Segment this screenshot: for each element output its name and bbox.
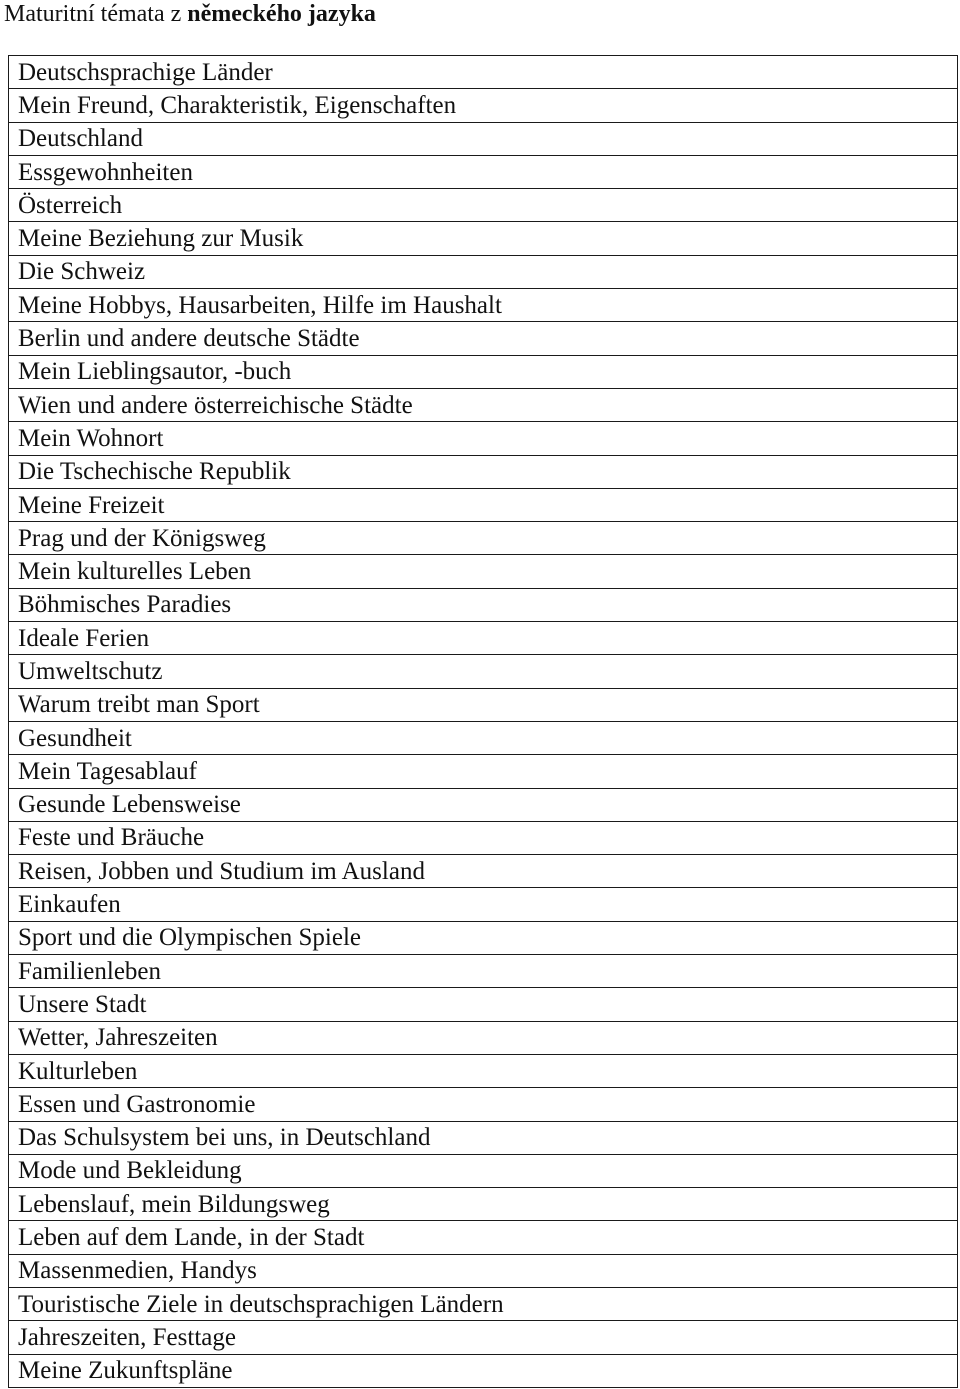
table-row: [9, 1054, 958, 1087]
table-row: [9, 355, 958, 388]
topic-cell: Deutschsprachige Länder: [9, 56, 958, 89]
topic-cell: Umweltschutz: [9, 655, 958, 688]
topic-cell: Gesundheit: [9, 721, 958, 754]
topic-cell: Mein kulturelles Leben: [9, 555, 958, 588]
topic-cell: Warum treibt man Sport: [9, 688, 958, 721]
table-row: [9, 755, 958, 788]
topic-cell: Essen und Gastronomie: [9, 1088, 958, 1121]
topic-cell: Feste und Bräuche: [9, 821, 958, 854]
table-row: [9, 289, 958, 322]
topic-cell: Kulturleben: [9, 1054, 958, 1087]
table-row: [9, 688, 958, 721]
table-row: [9, 821, 958, 854]
topic-cell: Meine Zukunftspläne: [9, 1354, 958, 1387]
table-row: [9, 222, 958, 255]
topic-cell: Meine Freizeit: [9, 488, 958, 521]
topic-cell: Prag und der Königsweg: [9, 522, 958, 555]
table-row: [9, 56, 958, 89]
topic-cell: Mode und Bekleidung: [9, 1154, 958, 1187]
topic-cell: Mein Wohnort: [9, 422, 958, 455]
topics-table: [8, 55, 958, 1388]
table-row: [9, 988, 958, 1021]
table-row: [9, 1287, 958, 1320]
topic-cell: Touristische Ziele in deutschsprachigen Ländern: [9, 1287, 958, 1320]
table-row: [9, 1321, 958, 1354]
table-row: [9, 1354, 958, 1387]
table-row: [9, 1154, 958, 1187]
topic-cell: Ideale Ferien: [9, 622, 958, 655]
table-row: [9, 155, 958, 188]
table-row: [9, 1188, 958, 1221]
table-row: [9, 622, 958, 655]
table-row: [9, 788, 958, 821]
table-row: [9, 1021, 958, 1054]
table-row: [9, 1254, 958, 1287]
table-row: [9, 422, 958, 455]
table-row: [9, 255, 958, 288]
topic-cell: Reisen, Jobben und Studium im Ausland: [9, 855, 958, 888]
topic-cell: Massenmedien, Handys: [9, 1254, 958, 1287]
table-row: [9, 122, 958, 155]
topic-cell: Böhmisches Paradies: [9, 588, 958, 621]
table-row: [9, 488, 958, 521]
table-row: [9, 555, 958, 588]
table-row: [9, 921, 958, 954]
topic-cell: Wetter, Jahreszeiten: [9, 1021, 958, 1054]
topic-cell: Jahreszeiten, Festtage: [9, 1321, 958, 1354]
topic-cell: Meine Hobbys, Hausarbeiten, Hilfe im Haushalt: [9, 289, 958, 322]
table-row: [9, 655, 958, 688]
table-row: [9, 1121, 958, 1154]
topic-cell: Die Tschechische Republik: [9, 455, 958, 488]
topic-cell: Mein Tagesablauf: [9, 755, 958, 788]
page-title-bold: německého jazyka: [187, 1, 376, 27]
page-title: [4, 0, 376, 28]
topic-cell: Deutschland: [9, 122, 958, 155]
table-row: [9, 322, 958, 355]
topic-cell: Berlin und andere deutsche Städte: [9, 322, 958, 355]
topic-cell: Mein Freund, Charakteristik, Eigenschaften: [9, 89, 958, 122]
table-row: [9, 1221, 958, 1254]
topic-cell: Meine Beziehung zur Musik: [9, 222, 958, 255]
table-row: [9, 388, 958, 421]
table-row: [9, 1088, 958, 1121]
topic-cell: Österreich: [9, 189, 958, 222]
topic-cell: Einkaufen: [9, 888, 958, 921]
table-row: [9, 588, 958, 621]
topics-table-body: [9, 56, 958, 1388]
topic-cell: Mein Lieblingsautor, -buch: [9, 355, 958, 388]
topic-cell: Leben auf dem Lande, in der Stadt: [9, 1221, 958, 1254]
table-row: [9, 522, 958, 555]
topic-cell: Die Schweiz: [9, 255, 958, 288]
table-row: [9, 455, 958, 488]
table-row: [9, 721, 958, 754]
topic-cell: Sport und die Olympischen Spiele: [9, 921, 958, 954]
topic-cell: Gesunde Lebensweise: [9, 788, 958, 821]
topic-cell: Familienleben: [9, 955, 958, 988]
table-row: [9, 89, 958, 122]
page-title-prefix: Maturitní témata z: [4, 1, 188, 27]
table-row: [9, 189, 958, 222]
topic-cell: Wien und andere österreichische Städte: [9, 388, 958, 421]
topic-cell: Das Schulsystem bei uns, in Deutschland: [9, 1121, 958, 1154]
topic-cell: Lebenslauf, mein Bildungsweg: [9, 1188, 958, 1221]
table-row: [9, 955, 958, 988]
table-row: [9, 855, 958, 888]
table-row: [9, 888, 958, 921]
topic-cell: Unsere Stadt: [9, 988, 958, 1021]
topic-cell: Essgewohnheiten: [9, 155, 958, 188]
